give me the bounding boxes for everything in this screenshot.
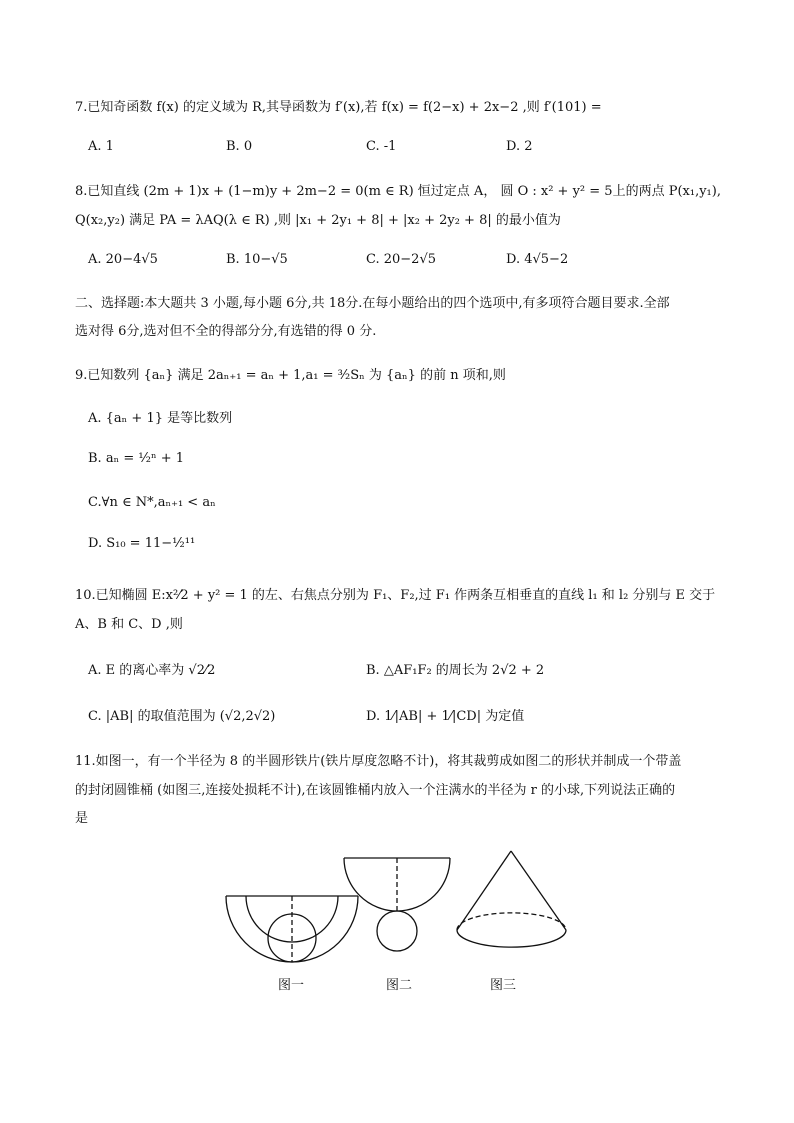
q11-stem-line2: 的封闭圆锥桶 (如图三,连接处损耗不计),在该圆锥桶内放入一个注满水的半径为 r 的小球,下列说法正确的 [75, 783, 676, 798]
q7-option-a: A. 1 [88, 139, 114, 154]
section2-line1: 二、选择题:本大题共 3 小题,每小题 6分,共 18分.在每小题给出的四个选项中,有多项符合题目要求.全部 [75, 296, 670, 311]
figure-3 [457, 851, 566, 947]
q8-option-b: B. 10−√5 [226, 252, 288, 267]
section2-line2: 选对得 6分,选对但不全的得部分分,有选错的得 0 分. [75, 324, 377, 339]
q8-option-a: A. 20−4√5 [88, 252, 158, 267]
q8-option-d: D. 4√5−2 [506, 252, 569, 267]
figure-3-caption: 图三 [490, 978, 517, 993]
q10-stem-line1: 10.已知椭圆 E:x²⁄2 + y² = 1 的左、右焦点分别为 F₁、F₂,过 F₁ 作两条互相垂直的直线 l₁ 和 l₂ 分别与 E 交于 [75, 588, 716, 603]
figure-1 [226, 896, 358, 962]
q11-stem-line3: 是 [75, 811, 89, 826]
q7-option-d: D. 2 [506, 139, 533, 154]
figure-1-caption: 图一 [278, 978, 305, 993]
q8-option-c: C. 20−2√5 [366, 252, 437, 267]
q7-option-c: C. -1 [366, 139, 397, 154]
q7-option-b: B. 0 [226, 139, 253, 154]
q10-option-c: C. |AB| 的取值范围为 (√2,2√2) [88, 709, 276, 724]
q8-stem-line2: Q(x₂,y₂) 满足 PA = λAQ(λ ∈ R) ,则 |x₁ + 2y₁ + 8| + |x₂ + 2y₂ + 8| 的最小值为 [75, 213, 561, 228]
q7-stem: 7.已知奇函数 f(x) 的定义域为 R,其导函数为 f′(x),若 f(x) = f(2−x) + 2x−2 ,则 f′(101) = [75, 100, 602, 115]
q8-stem-line1: 8.已知直线 (2m + 1)x + (1−m)y + 2m−2 = 0(m ∈ R) 恒过定点 A， 圆 O : x² + y² = 5上的两点 P(x₁,y₁), [75, 184, 721, 199]
q9-option-d: D. S₁₀ = 11−¹⁄₂¹¹ [88, 536, 196, 551]
q9-option-b: B. aₙ = ¹⁄₂ⁿ + 1 [88, 451, 184, 466]
q9-option-a: A. {aₙ + 1} 是等比数列 [88, 411, 233, 426]
q10-option-d: D. 1⁄|AB| + 1⁄|CD| 为定值 [366, 709, 525, 724]
q10-option-a: A. E 的离心率为 √2⁄2 [88, 663, 216, 678]
q10-stem-line2: A、B 和 C、D ,则 [75, 617, 183, 632]
q9-option-c: C.∀n ∈ N*,aₙ₊₁ < aₙ [88, 495, 216, 510]
figure-2-caption: 图二 [386, 978, 413, 993]
figure-2 [344, 858, 450, 951]
q11-stem-line1: 11.如图一，有一个半径为 8 的半圆形铁片(铁片厚度忽略不计)，将其裁剪成如图二的形状并制成一个带盖 [75, 754, 682, 769]
q9-stem: 9.已知数列 {aₙ} 满足 2aₙ₊₁ = aₙ + 1,a₁ = ³⁄₂Sₙ 为 {aₙ} 的前 n 项和,则 [75, 368, 506, 383]
q10-option-b: B. △AF₁F₂ 的周长为 2√2 + 2 [366, 663, 545, 678]
